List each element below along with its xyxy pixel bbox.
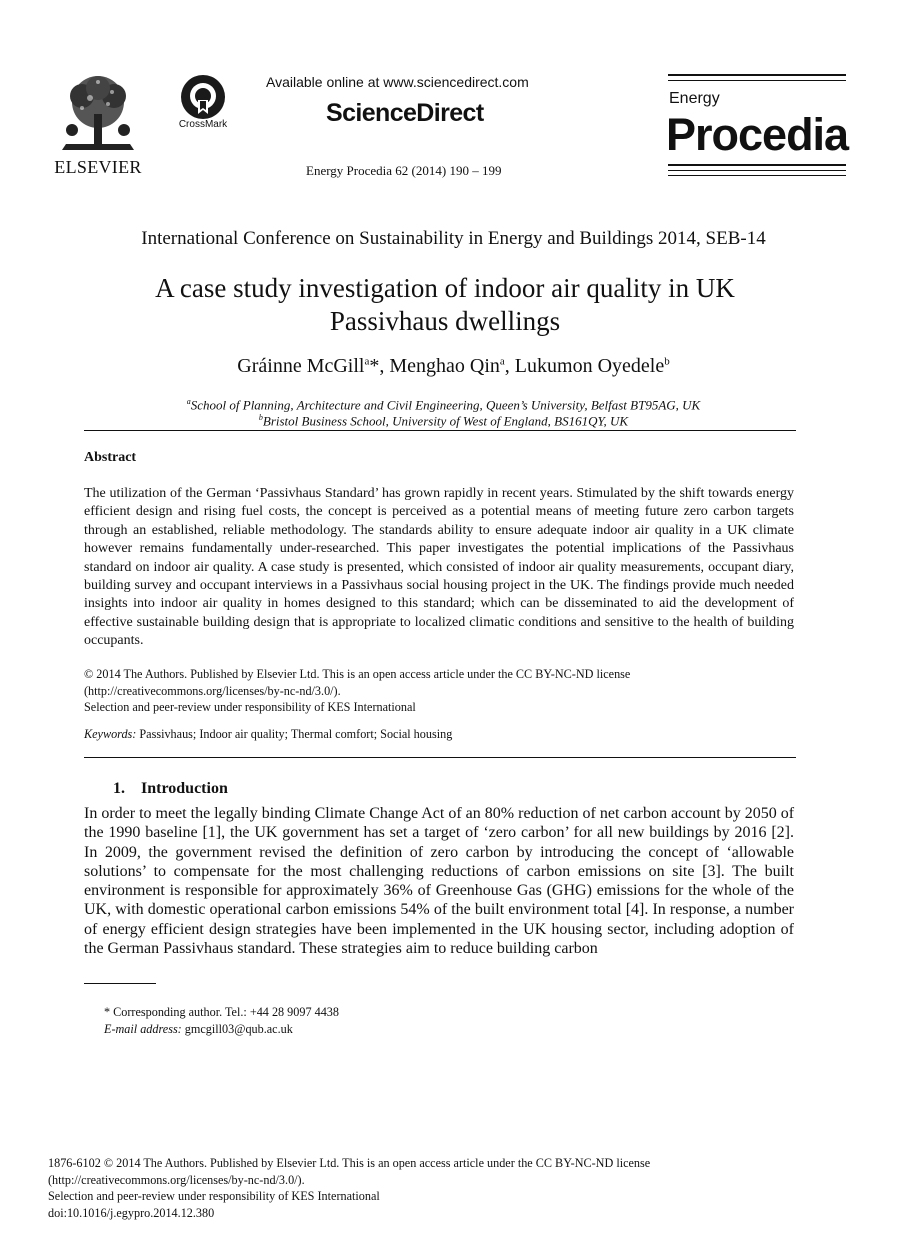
author-affiliation-mark: b <box>664 355 670 368</box>
crossmark-label: CrossMark <box>178 119 228 130</box>
journal-brand-rule <box>668 170 846 171</box>
section-divider <box>84 430 796 431</box>
journal-brand-energy: Energy <box>669 90 720 107</box>
doi[interactable]: doi:10.1016/j.egypro.2014.12.380 <box>48 1205 215 1220</box>
available-online-text: Available online at www.sciencedirect.com <box>266 74 529 90</box>
journal-brand-rule <box>668 74 846 76</box>
peer-review-line: Selection and peer-review under responsibility of KES International <box>84 700 416 714</box>
author-name: Gráinne McGill <box>237 355 365 377</box>
section-divider <box>84 757 796 758</box>
paper-title: A case study investigation of indoor air quality in UK Passivhaus dwellings <box>155 273 735 336</box>
crossmark-icon[interactable] <box>180 74 226 120</box>
keywords-label: Keywords: <box>84 727 137 741</box>
elsevier-wordmark: ELSEVIER <box>54 157 142 177</box>
license-link[interactable]: (http://creativecommons.org/licenses/by-nc-nd/3.0/). <box>48 1172 305 1187</box>
keywords <box>84 727 452 742</box>
author-affiliation-mark: a <box>499 355 505 368</box>
abstract-heading: Abstract <box>84 450 137 465</box>
affiliation <box>0 413 887 429</box>
affiliation <box>0 397 887 413</box>
keywords-list: Passivhaus; Indoor air quality; Thermal comfort; Social housing <box>139 727 453 741</box>
journal-brand-rule <box>668 175 846 176</box>
introduction-body: In order to meet the legally binding Climate Change Act of an 80% reduction of net carbon account by 2050 of the 1990 baseline [1], the UK government has set a target of ‘zero carbon’ for all new buildings by 2016 [2]. In 2009, the government revised the definition of zero carbon by introducing the concept of ‘allowable solutions’ to compensate for the most challenging reductions of carbon emissions on site [3]. The built environment is responsible for approximately 36% of Greenhouse Gas (GHG) emissions for the whole of the UK, with domestic operational carbon emissions 54% of the built environment total [4]. In response, a number of energy efficient design strategies have been implemented in the UK housing sector, including adoption of the German Passivhaus standard. These strategies aim to reduce building carbon <box>84 805 795 958</box>
abstract-body: The utilization of the German ‘Passivhaus Standard’ has grown rapidly in recent years. Stimulated by the shift towards energy efficient design and rising fuel costs, the concept is perceived as a potential means of meeting future zero carbon targets through an established, reliable methodology. The standards ability to ensure adequate indoor air quality in a UK climate however remains fundamentally under-researched. This paper investigates the potential implications of the Passivhaus standard on indoor air quality. A case study is presented, which consisted of indoor air quality measurements, occupant diary, building survey and occupant interviews in a Passivhaus social housing project in the UK. The findings provide much needed insights into indoor air quality in homes designed to this standard; which can be disseminated to aid the development of effective sustainable building design that is appropriate to localized climatic conditions and sensitive to the health of building occupants. <box>84 486 794 649</box>
author-affiliation-mark: a <box>364 355 370 368</box>
copyright-line: © 2014 The Authors. Published by Elsevier Ltd. This is an open access article under the CC BY-NC-ND license <box>84 667 631 681</box>
peer-review-line: Selection and peer-review under responsibility of KES International <box>48 1189 380 1204</box>
elsevier-tree-logo <box>52 74 144 154</box>
section-title: Introduction <box>141 780 228 797</box>
license-link[interactable]: (http://creativecommons.org/licenses/by-nc-nd/3.0/). <box>84 683 341 698</box>
footnote-rule <box>84 983 156 984</box>
email-address[interactable]: gmcgill03@qub.ac.uk <box>184 1022 293 1036</box>
corresponding-author-footnote: * Corresponding author. Tel.: +44 28 9097 4438 <box>104 1005 339 1019</box>
journal-brand-rule <box>668 164 846 166</box>
page-bottom-notice <box>48 1155 650 1221</box>
journal-reference: Energy Procedia 62 (2014) 190 – 199 <box>306 163 502 178</box>
conference-name: International Conference on Sustainability in Energy and Buildings 2014, SEB-14 <box>141 228 766 249</box>
journal-brand-procedia: Procedia <box>666 109 849 160</box>
affiliation-mark: a <box>186 397 191 406</box>
author-name: Lukumon Oyedele <box>514 355 665 377</box>
email-footnote <box>104 1022 293 1037</box>
issn-copyright-line: 1876-6102 © 2014 The Authors. Published by Elsevier Ltd. This is an open access article under the CC BY-NC-ND license <box>48 1156 651 1170</box>
corresponding-mark: * <box>369 355 380 377</box>
copyright-notice <box>84 666 630 716</box>
journal-brand-rule <box>668 80 846 81</box>
author-list: Gráinne McGill$^a$*, Menghao Qin$^a$, Lukumon Oyedele$^b$ <box>237 355 670 377</box>
section-number: 1. <box>113 780 125 797</box>
sciencedirect-wordmark: ScienceDirect <box>326 99 484 127</box>
affiliation-text: School of Planning, Architecture and Civil Engineering, Queen’s University, Belfast BT95AG, UK <box>190 397 701 413</box>
affiliation-mark: b <box>258 413 263 422</box>
author-name: Menghao Qin <box>389 355 500 377</box>
affiliation-text: Bristol Business School, University of West of England, BS161QY, UK <box>262 413 629 429</box>
introduction-heading <box>113 780 228 798</box>
email-label: E-mail address: <box>104 1022 182 1036</box>
